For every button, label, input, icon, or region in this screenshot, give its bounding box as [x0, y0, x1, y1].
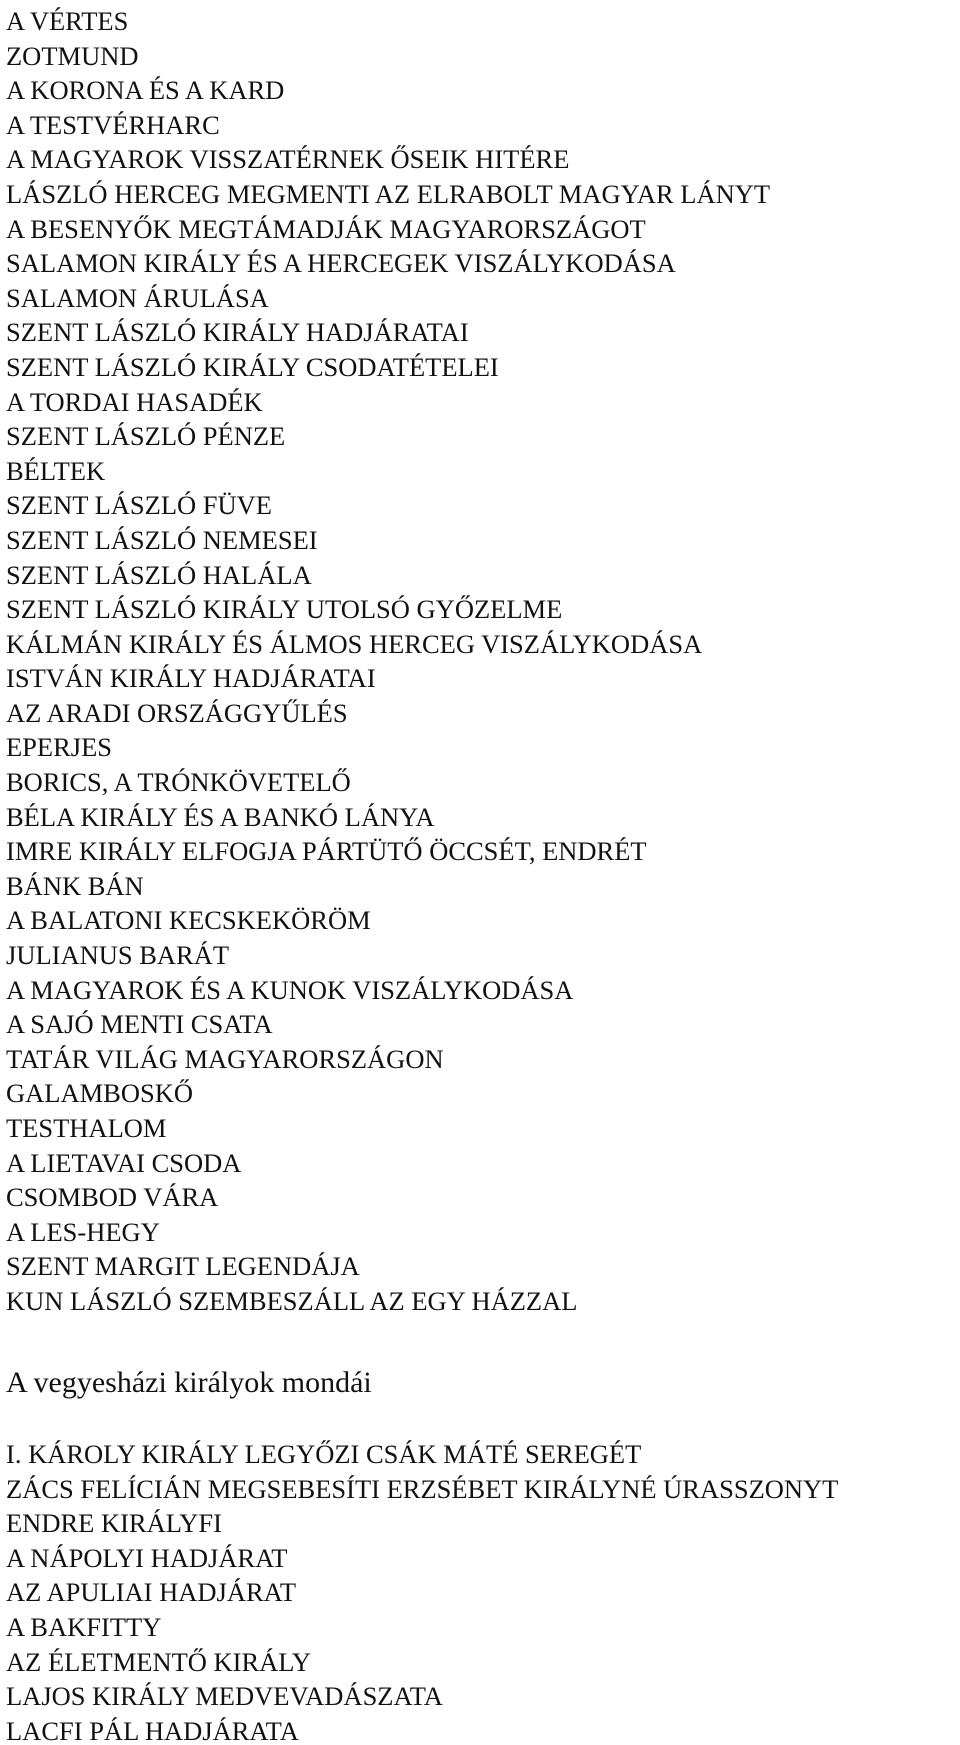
toc-entry: GALAMBOSKŐ: [6, 1078, 193, 1109]
toc-entry: AZ ÉLETMENTŐ KIRÁLY: [6, 1646, 311, 1677]
toc-entry: A BAKFITTY: [6, 1611, 162, 1642]
toc-entry: SZENT LÁSZLÓ NEMESEI: [6, 524, 318, 555]
toc-entry: A VÉRTES: [6, 6, 129, 36]
toc-entry: ISTVÁN KIRÁLY HADJÁRATAI: [6, 663, 376, 694]
toc-entry: A SAJÓ MENTI CSATA: [6, 1009, 273, 1040]
toc-entry: SZENT LÁSZLÓ FÜVE: [6, 490, 272, 521]
toc-entry: BÉLTEK: [6, 455, 106, 486]
toc-entry: KUN LÁSZLÓ SZEMBESZÁLL AZ EGY HÁZZAL: [6, 1285, 578, 1316]
toc-entry: IMRE KIRÁLY ELFOGJA PÁRTÜTŐ ÖCCSÉT, ENDRÉT: [6, 836, 647, 867]
toc-entry: ENDRE KIRÁLYFI: [6, 1508, 222, 1539]
toc-entry: A LES-HEGY: [6, 1216, 160, 1247]
toc-entry: LÁSZLÓ HERCEG MEGMENTI AZ ELRABOLT MAGYAR LÁNYT: [6, 178, 771, 209]
toc-entry: BÉLA KIRÁLY ÉS A BANKÓ LÁNYA: [6, 801, 435, 832]
toc-entry: BÁNK BÁN: [6, 870, 144, 901]
toc-entry: AZ APULIAI HADJÁRAT: [6, 1577, 297, 1608]
toc-entry: A TORDAI HASADÉK: [6, 386, 263, 417]
toc-entry: LAJOS KIRÁLY MEDVEVADÁSZATA: [6, 1681, 443, 1712]
toc-entry: SZENT LÁSZLÓ KIRÁLY HADJÁRATAI: [6, 317, 469, 348]
toc-entry: KÁLMÁN KIRÁLY ÉS ÁLMOS HERCEG VISZÁLYKODÁSA: [6, 628, 703, 659]
toc-entry: SALAMON ÁRULÁSA: [6, 282, 269, 313]
toc-entry: SALAMON KIRÁLY ÉS A HERCEGEK VISZÁLYKODÁSA: [6, 248, 676, 279]
toc-entry: EPERJES: [6, 732, 113, 763]
toc-entry: A MAGYAROK ÉS A KUNOK VISZÁLYKODÁSA: [6, 974, 574, 1005]
toc-entry: BORICS, A TRÓNKÖVETELŐ: [6, 767, 351, 798]
toc-entry: CSOMBOD VÁRA: [6, 1182, 219, 1213]
toc-entry: SZENT LÁSZLÓ HALÁLA: [6, 559, 312, 590]
toc-entry: A TESTVÉRHARC: [6, 109, 220, 140]
toc-entry: TESTHALOM: [6, 1113, 167, 1143]
toc-entry: A BALATONI KECSKEKÖRÖM: [6, 905, 371, 936]
toc-entry: SZENT LÁSZLÓ PÉNZE: [6, 421, 286, 452]
toc-entry: A NÁPOLYI HADJÁRAT: [6, 1542, 288, 1573]
toc-entry: A MAGYAROK VISSZATÉRNEK ŐSEIK HITÉRE: [6, 144, 570, 175]
toc-entry: SZENT LÁSZLÓ KIRÁLY UTOLSÓ GYŐZELME: [6, 594, 563, 625]
toc-entry: TATÁR VILÁG MAGYARORSZÁGON: [6, 1043, 444, 1074]
section-heading: A vegyesházi királyok mondái: [6, 1366, 372, 1399]
toc-entry: JULIANUS BARÁT: [6, 940, 230, 971]
toc-entry: I. KÁROLY KIRÁLY LEGYŐZI CSÁK MÁTÉ SEREGÉT: [6, 1439, 642, 1469]
toc-entry: A LIETAVAI CSODA: [6, 1147, 242, 1178]
toc-list-section-2: [6, 1437, 838, 1745]
toc-entry: AZ ARADI ORSZÁGGYŰLÉS: [6, 697, 348, 728]
toc-entry: LACFI PÁL HADJÁRATA: [6, 1715, 299, 1745]
toc-entry: SZENT MARGIT LEGENDÁJA: [6, 1251, 360, 1282]
toc-list-section-1: [6, 4, 770, 1319]
toc-entry: SZENT LÁSZLÓ KIRÁLY CSODATÉTELEI: [6, 351, 499, 382]
toc-entry: ZÁCS FELÍCIÁN MEGSEBESÍTI ERZSÉBET KIRÁLYNÉ ÚRASSZONYT: [6, 1473, 839, 1504]
toc-entry: A KORONA ÉS A KARD: [6, 75, 285, 106]
toc-entry: ZOTMUND: [6, 40, 139, 71]
toc-entry: A BESENYŐK MEGTÁMADJÁK MAGYARORSZÁGOT: [6, 213, 646, 244]
